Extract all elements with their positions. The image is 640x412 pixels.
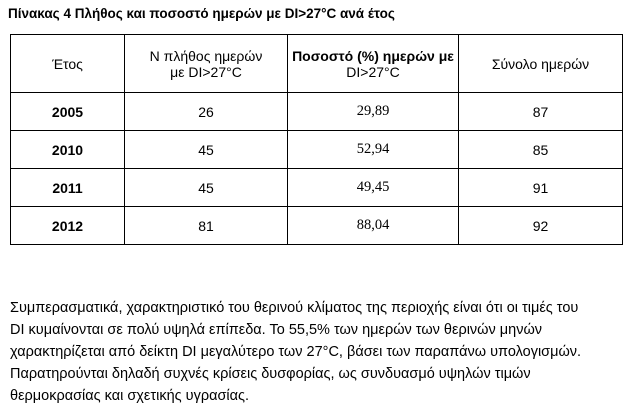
cell-year: 2005	[11, 93, 125, 131]
cell-year: 2010	[11, 131, 125, 169]
cell-n-days: 45	[125, 169, 288, 207]
cell-total: 92	[459, 207, 623, 245]
table-caption: Πίνακας 4 Πλήθος και ποσοστό ημερών με DI>27°C ανά έτος	[8, 6, 395, 21]
header-year	[11, 35, 125, 93]
header-total-label: Σύνολο ημερών	[491, 55, 590, 72]
cell-total: 85	[459, 131, 623, 169]
cell-total: 91	[459, 169, 623, 207]
table-row	[11, 131, 623, 169]
paragraph-line: Συμπερασματικά, χαρακτηριστικό του θερινού κλίματος της περιοχής είναι ότι οι τιμές του	[10, 300, 579, 316]
cell-n-days: 81	[125, 207, 288, 245]
conclusion-paragraph	[10, 297, 632, 407]
header-percent-line1: Ποσοστό (%) ημερών με	[292, 47, 454, 64]
paragraph-line: θερμοκρασίας και σχετικής υγρασίας.	[10, 388, 250, 404]
header-percent-line2: DI>27°C	[346, 63, 400, 80]
table-header-row	[11, 35, 623, 93]
cell-total: 87	[459, 93, 623, 131]
paragraph-line: DI κυμαίνονται σε πολύ υψηλά επίπεδα. Το 55,5% των ημερών των θερινών μηνών	[10, 322, 543, 338]
cell-percent: 88,04	[288, 207, 459, 245]
cell-percent: 29,89	[288, 93, 459, 131]
table-row	[11, 169, 623, 207]
cell-n-days: 45	[125, 131, 288, 169]
cell-percent: 49,45	[288, 169, 459, 207]
cell-percent: 52,94	[288, 131, 459, 169]
table-row	[11, 93, 623, 131]
paragraph-line: Παρατηρούνται δηλαδή συχνές κρίσεις δυσφορίας, ως συνδυασμό υψηλών τιμών	[10, 366, 531, 382]
paragraph-line: χαρακτηρίζεται από δείκτη DI μεγαλύτερο των 27°C, βάσει των παραπάνω υπολογισμών.	[10, 344, 582, 360]
header-total	[459, 35, 623, 93]
cell-year: 2012	[11, 207, 125, 245]
header-n-days-line1: Ν πλήθος ημερών	[149, 47, 263, 64]
header-n-days-line2: με DI>27°C	[170, 63, 242, 80]
cell-year: 2011	[11, 169, 125, 207]
di-days-table	[10, 34, 623, 245]
header-year-label: Έτος	[52, 55, 83, 72]
header-n-days	[125, 35, 288, 93]
cell-n-days: 26	[125, 93, 288, 131]
header-percent	[288, 35, 459, 93]
table-row	[11, 207, 623, 245]
